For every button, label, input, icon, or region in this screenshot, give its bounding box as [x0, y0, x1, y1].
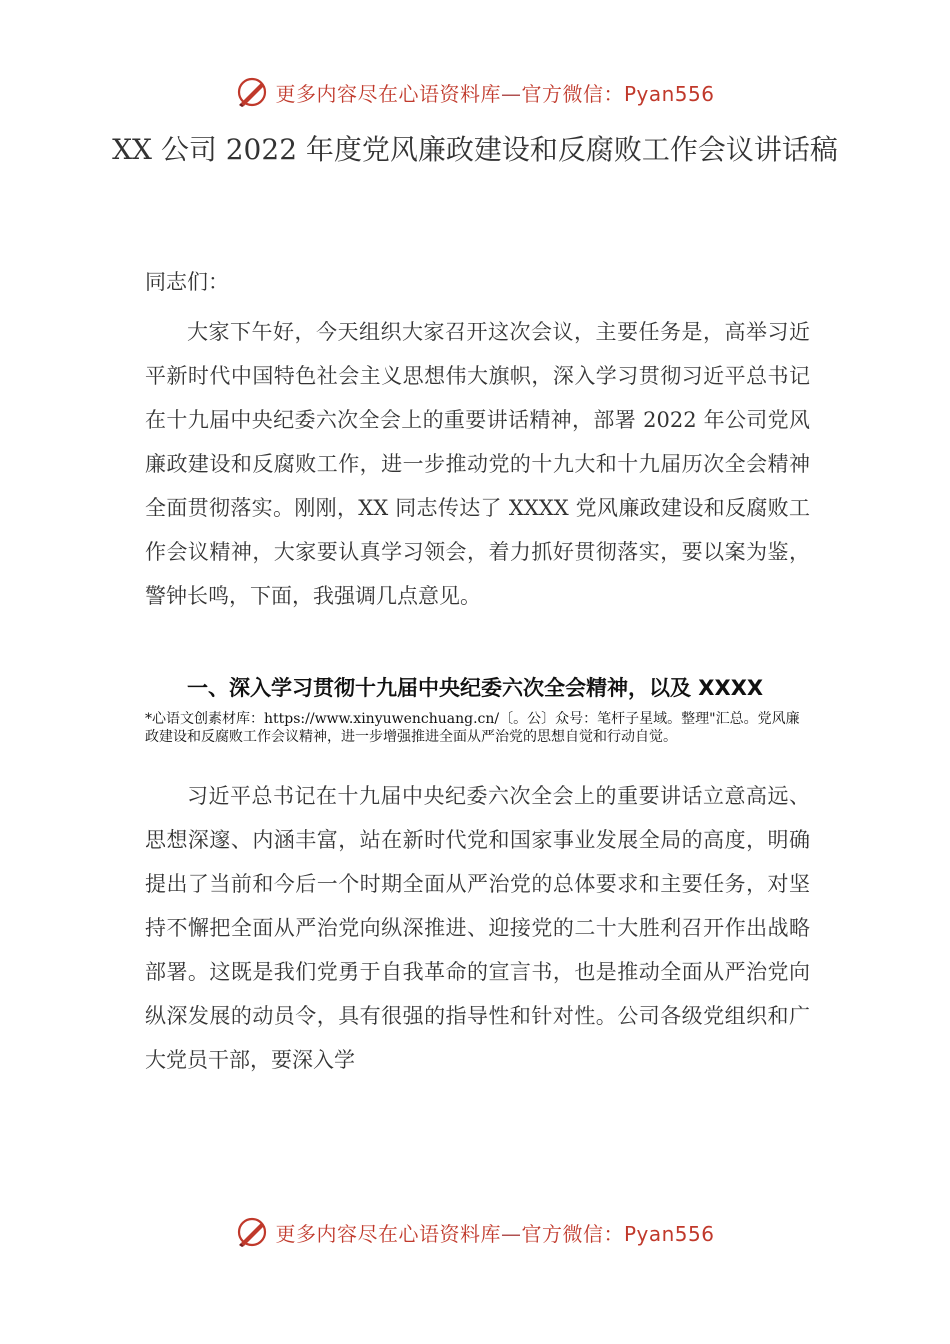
footer-banner — [0, 1212, 950, 1252]
document-title: XX 公司 2022 年度党风廉政建设和反腐败工作会议讲话稿 — [112, 133, 838, 166]
pen-circle-logo-icon — [235, 75, 269, 109]
salutation: 同志们： — [145, 270, 229, 294]
footer-banner-text: 更多内容尽在心语资料库—官方微信：Pyan556 — [275, 1221, 715, 1246]
pen-circle-logo-icon — [235, 1215, 269, 1249]
paragraph-1: 大家下午好，今天组织大家召开这次会议，主要任务是，高举习近平新时代中国特色社会主义思想伟大旗帜，深入学习贯彻习近平总书记在十九届中央纪委六次全会上的重要讲话精神，部署 2022 年公司党风廉政建设和反腐败工作，进一步推动党的十九大和十九届历次全会精神全面贯彻落实。刚刚，XX 同志传达了 XXXX 党风廉政建设和反腐败工作会议精神，大家要认真学习领会，着力抓好贯彻落实，要以案为鉴，警钟长鸣，下面，我强调几点意见。 — [145, 320, 810, 608]
header-banner-text: 更多内容尽在心语资料库—官方微信：Pyan556 — [275, 81, 715, 106]
watermark-note: *心语文创素材库：https://www.xinyuwenchuang.cn/〔。公〕众号：笔杆子星域。整理"汇总。党风廉政建设和反腐败工作会议精神，进一步增强推进全面从严治党的思想自觉和行动自觉。 — [145, 711, 800, 745]
header-banner — [0, 72, 950, 112]
section-heading-1: 一、深入学习贯彻十九届中央纪委六次全会精神，以及 XXXX — [187, 676, 764, 700]
paragraph-2: 习近平总书记在十九届中央纪委六次全会上的重要讲话立意高远、思想深邃、内涵丰富，站在新时代党和国家事业发展全局的高度，明确提出了当前和今后一个时期全面从严治党的总体要求和主要任务，对坚持不懈把全面从严治党向纵深推进、迎接党的二十大胜利召开作出战略部署。这既是我们党勇于自我革命的宣言书，也是推动全面从严治党向纵深发展的动员令，具有很强的指导性和针对性。公司各级党组织和广大党员干部，要深入学 — [145, 784, 810, 1072]
